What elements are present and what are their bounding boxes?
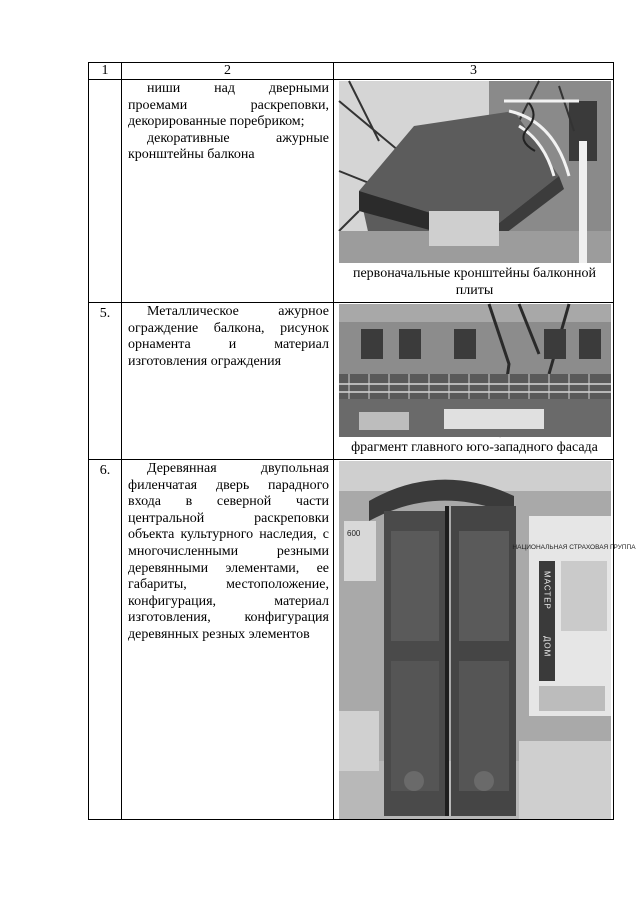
- heritage-elements-table: [88, 62, 636, 820]
- photo-caption: первоначальные кронштейны балконной плиты: [352, 266, 597, 298]
- vertical-sign-1: МАСТЕР: [542, 571, 552, 610]
- row-number: 6.: [89, 460, 122, 820]
- header-col-3: 3: [334, 63, 614, 80]
- row-description: [122, 80, 334, 303]
- row-number: [89, 80, 122, 303]
- table-row: [89, 303, 614, 460]
- description-line: декоративные ажурные кронштейны балкона: [128, 130, 329, 163]
- door-number-text: 600: [347, 529, 361, 538]
- photo-caption: фрагмент главного юго-западного фасада: [351, 440, 598, 455]
- vertical-sign-2: ДОМ: [542, 636, 552, 658]
- sign-title-text: [512, 544, 636, 551]
- sign-title-line: НАЦИОНАЛЬНАЯ СТРАХОВАЯ ГРУППА: [512, 544, 636, 551]
- table-header-row: [89, 63, 614, 80]
- entrance-door-photo: [339, 461, 636, 819]
- facade-fragment-photo: [339, 304, 611, 437]
- balcony-brackets-photo: [339, 81, 611, 263]
- description-line: Деревянная двупольная филенчатая дверь парадного входа в северной части центральной раскреповки объекта культурного наследия, с многочисленными резными деревянными элементами, ее габариты, местоположение, конфигурация, материал изготовления, конфигурация деревянных резных элементов: [128, 461, 329, 642]
- table-row: [89, 460, 614, 820]
- table-row: [89, 80, 614, 303]
- header-col-1: 1: [89, 63, 122, 80]
- photo-cell: [334, 80, 614, 303]
- description-line: ниши над дверными проемами раскреповки, декорированные поребриком;: [128, 81, 329, 130]
- row-description: [122, 460, 334, 820]
- row-description: [122, 303, 334, 460]
- photo-cell: [334, 303, 614, 460]
- description-line: Металлическое ажурное ограждение балкона, рисунок орнамента и материал изготовления ограждения: [128, 304, 329, 369]
- row-number: 5.: [89, 303, 122, 460]
- photo-cell: [334, 460, 636, 820]
- header-col-2: 2: [122, 63, 334, 80]
